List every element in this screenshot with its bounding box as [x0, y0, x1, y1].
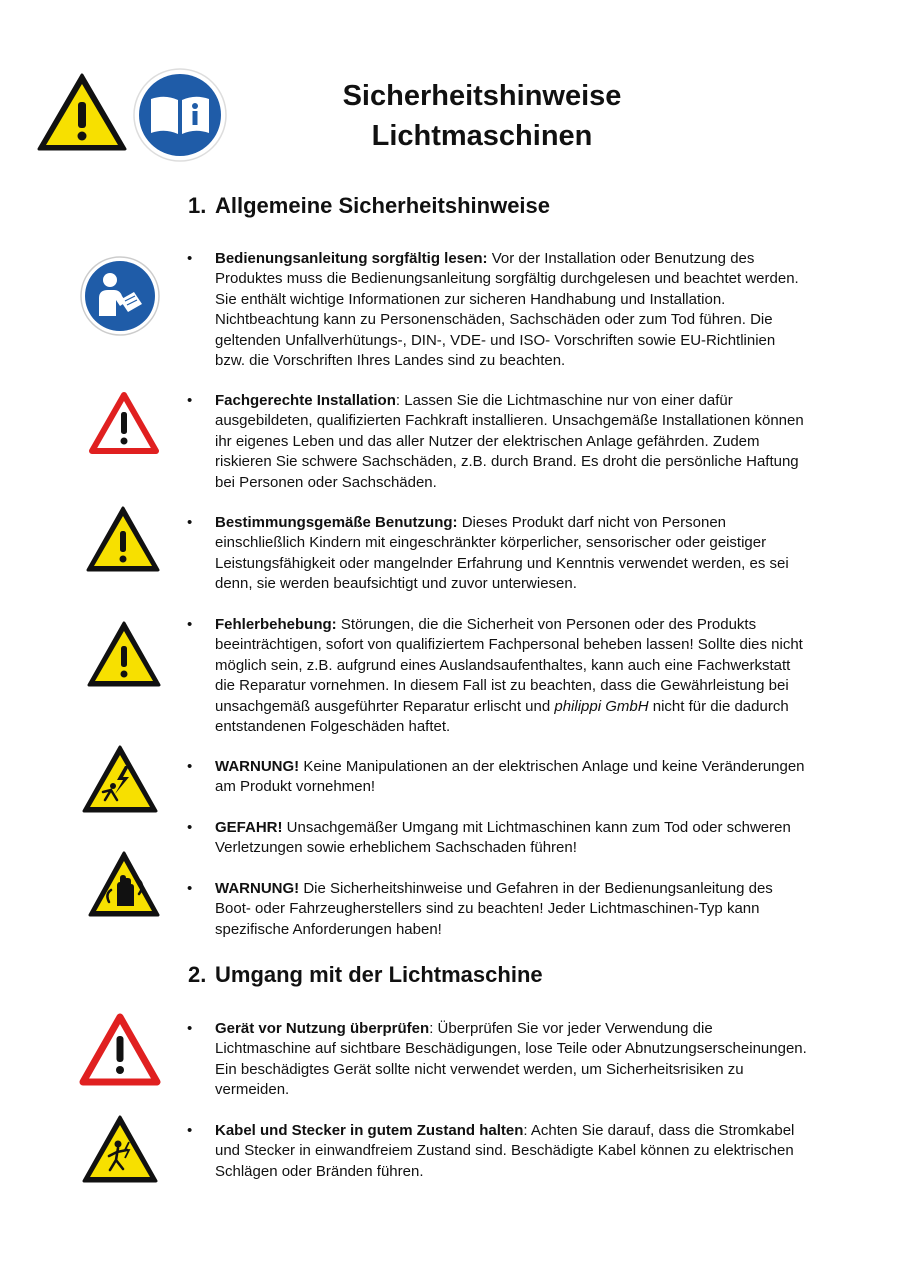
list-item — [187, 513, 807, 595]
section-number: 1. — [188, 193, 207, 218]
section-label: Umgang mit der Lichtmaschine — [215, 962, 543, 987]
read-manual-icon — [80, 256, 160, 336]
item-text: Die Sicherheitshinweise und Gefahren in der Bedienungsanleitung des Boot- oder Fahrzeugherstellers sind zu beachten! Jeder Lichtmaschinen-Typ kann spezifische Anforderungen haben! — [215, 880, 773, 938]
hand-crush-warning-icon — [87, 850, 161, 918]
item-text: Vor der Installation oder Benutzung des Produktes muss die Bedienungsanleitung sorgfältig durchgelesen und beachtet werden. Sie enthält wichtige Informationen zur sicheren Handhabung und Installation. Nichtbeachtung kann zu Personenschäden, Sachschäden oder zum Tod führen. Die geltenden Unfallverhütungs-, DIN-, VDE- und ISO- Vorschriften sowie EU-Richtlinien bzw. die Vorschriften Ihres Landes sind zu beachten. — [215, 250, 799, 370]
info-manual-icon — [133, 68, 227, 162]
item-title: Gerät vor Nutzung überprüfen — [215, 1020, 430, 1037]
item-text-continued: nicht für die dadurch entstandenen Folgeschäden haftet. — [215, 697, 789, 736]
list-item — [187, 249, 807, 371]
list-item — [187, 615, 807, 737]
list-item — [187, 879, 807, 940]
red-warning-triangle-icon — [88, 390, 160, 456]
bullet: • — [187, 1020, 193, 1037]
item-title: WARNUNG! — [215, 880, 300, 897]
page-title — [300, 76, 664, 156]
item-text: : Achten Sie darauf, dass die Stromkabel und Stecker in einwandfreiem Zustand sind. Beschädigte Kabel können zu elektrischen Schlägen oder Bränden führen. — [215, 1122, 795, 1180]
section-heading-1 — [188, 192, 550, 220]
item-text: : Überprüfen Sie vor jeder Verwendung die Lichtmaschine auf sichtbare Beschädigungen, lose Teile oder Abnutzungserscheinungen. Ein beschädigtes Gerät sollte nicht verwendet werden, um Sicherheitsrisiken zu vermeiden. — [215, 1020, 807, 1099]
bullet: • — [187, 758, 193, 775]
bullet: • — [187, 616, 193, 633]
item-text: Unsachgemäßer Umgang mit Lichtmaschinen kann zum Tod oder schweren Verletzungen sowie erheblichem Sachschaden führen! — [215, 819, 791, 857]
yellow-warning-triangle-icon — [86, 620, 162, 688]
title-line-2: Lichtmaschinen — [371, 120, 593, 152]
list-item — [187, 1019, 807, 1101]
item-text: Keine Manipulationen an der elektrischen Anlage und keine Veränderungen am Produkt vornehmen! — [215, 758, 805, 796]
item-title: Kabel und Stecker in gutem Zustand halten — [215, 1122, 524, 1139]
title-line-1: Sicherheitshinweise — [342, 80, 622, 112]
item-text: Störungen, die die Sicherheit von Personen oder des Produkts beeinträchtigen, sofort von qualifiziertem Fachpersonal beheben lassen! Sollte dies nicht möglich sein, z.B. aufgrund eines Auslandsaufenthaltes, kann auch eine Fachwerkstatt die Reparatur vornehmen. In diesem Fall ist zu beachten, dass die Gewährleistung bei unsachgemäß ausgeführter Reparatur erlischt und — [215, 616, 803, 715]
yellow-warning-triangle-icon — [85, 505, 161, 573]
list-item — [187, 757, 807, 798]
electric-shock-warning-icon — [81, 744, 159, 814]
company-name: philippi GmbH — [554, 697, 649, 715]
item-title: Bestimmungsgemäße Benutzung: — [215, 514, 458, 531]
item-title: GEFAHR! — [215, 819, 283, 836]
item-title: Bedienungsanleitung sorgfältig lesen: — [215, 250, 488, 267]
bullet: • — [187, 1122, 193, 1139]
warning-triangle-icon — [36, 72, 128, 152]
item-title: Fehlerbehebung: — [215, 616, 337, 633]
list-item — [187, 1121, 807, 1182]
item-text: Dieses Produkt darf nicht von Personen einschließlich Kindern mit eingeschränkter körperlicher, sensorischer oder geistiger Leistungsfähigkeit oder mangelnder Erfahrung und Kenntnis verwendet werden, es sei denn, sie werden beaufsichtigt und zuvor unterwiesen. — [215, 514, 789, 593]
bullet: • — [187, 819, 193, 836]
electrocution-warning-icon — [81, 1114, 159, 1184]
item-title: Fachgerechte Installation — [215, 392, 396, 409]
section-number: 2. — [188, 962, 207, 987]
bullet: • — [187, 514, 193, 531]
red-warning-triangle-icon — [79, 1012, 161, 1088]
bullet: • — [187, 392, 193, 409]
item-text: : Lassen Sie die Lichtmaschine nur von einer dafür ausgebildeten, qualifizierten Fachkraft installieren. Unsachgemäße Installationen können ihr eigenes Leben und das aller Nutzer der elektrischen Anlage gefährden. Zudem riskieren Sie schwere Sachschäden, z.B. durch Brand. Es droht die persönliche Haftung bei Personen oder Sachschäden. — [215, 392, 804, 491]
item-title: WARNUNG! — [215, 758, 300, 775]
list-item — [187, 391, 807, 493]
bullet: • — [187, 250, 193, 267]
section-heading-2 — [188, 961, 543, 989]
section-label: Allgemeine Sicherheitshinweise — [215, 193, 551, 218]
list-item — [187, 818, 807, 859]
bullet: • — [187, 880, 193, 897]
